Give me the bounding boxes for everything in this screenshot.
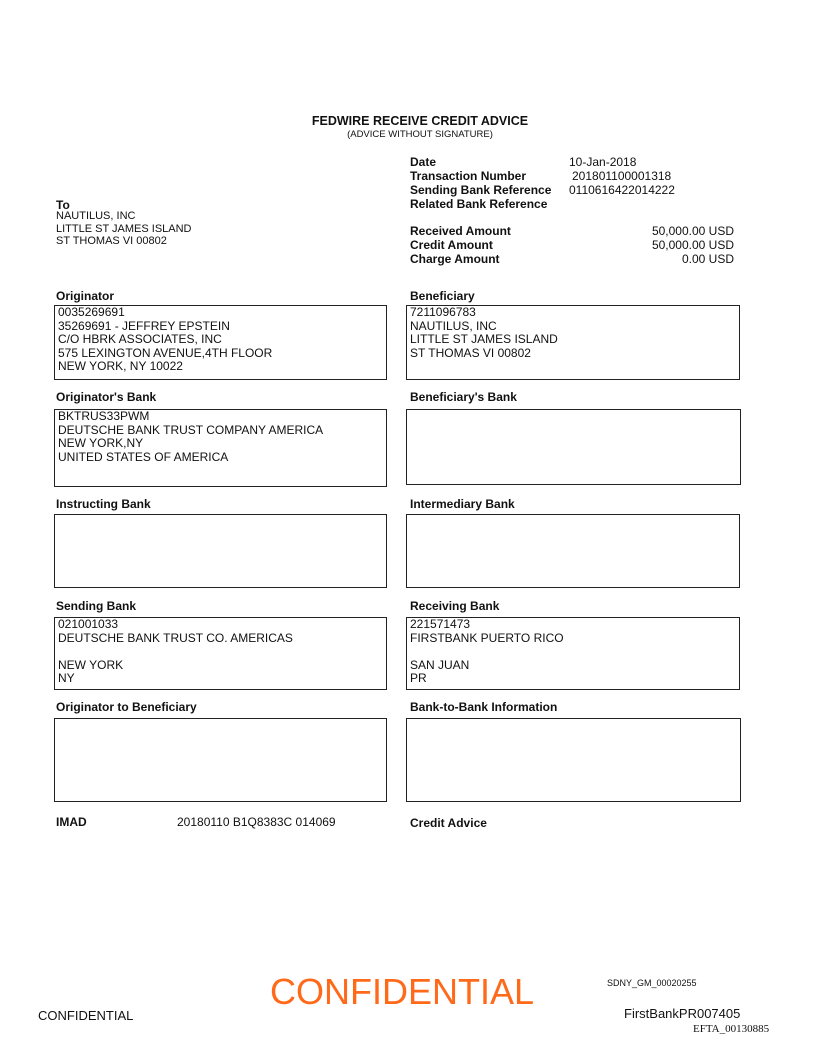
charge-amount-value: 0.00 USD [681,252,734,266]
instructing-bank-label: Instructing Bank [56,497,151,511]
transaction-number-label: Transaction Number [410,169,527,183]
confidential-stamp: CONFIDENTIAL [270,971,535,1012]
sending-bank-label: Sending Bank [56,599,137,613]
receiving-bank-line: PR [410,671,427,685]
firstbank-bates-number: FirstBankPR007405 [624,1006,741,1021]
originator-line: 0035269691 [58,305,125,319]
originator-box [54,305,387,380]
sending-bank-reference-value: 0110616422014222 [569,183,675,197]
receiving-bank-line: SAN JUAN [410,657,470,672]
bank-to-bank-info-box [406,718,741,802]
credit-amount-label: Credit Amount [410,238,493,252]
transaction-number-value: 201801100001318 [572,169,672,183]
originator-line: C/O HBRK ASSOCIATES, INC [58,332,222,346]
date-value: 10-Jan-2018 [569,155,637,169]
to-line: LITTLE ST JAMES ISLAND [56,222,192,235]
receiving-bank-line [410,645,736,659]
sending-bank-line: NY [58,671,75,685]
originator-line: 35269691 - JEFFREY EPSTEIN [58,318,230,333]
sending-bank-line [58,645,383,659]
related-bank-reference-label: Related Bank Reference [410,197,548,211]
beneficiary-label: Beneficiary [410,289,475,303]
to-label: To [56,198,70,212]
charge-amount-label: Charge Amount [410,252,500,266]
to-address [56,210,296,248]
credit-amount-value: 50,000.00 USD [651,238,734,252]
beneficiarys-bank-label: Beneficiary's Bank [410,390,517,404]
efta-number: EFTA_00130885 [693,1023,770,1035]
sending-bank-line: NEW YORK [58,657,124,672]
document-title: FEDWIRE RECEIVE CREDIT ADVICE [311,114,529,128]
originators-bank-line: DEUTSCHE BANK TRUST COMPANY AMERICA [58,422,324,437]
sdny-bates-number: SDNY_GM_00020255 [607,978,697,988]
originators-bank-line: BKTRUS33PWM [58,409,150,423]
intermediary-bank-box [406,514,740,588]
date-label: Date [410,155,437,169]
beneficiary-line: ST THOMAS VI 00802 [410,345,531,360]
to-line: NAUTILUS, INC [56,210,136,222]
originators-bank-label: Originator's Bank [56,390,157,404]
originator-to-beneficiary-box [54,718,387,802]
sending-bank-line: 021001033 [58,617,119,631]
receiving-bank-label: Receiving Bank [410,599,500,613]
bank-to-bank-info-label: Bank-to-Bank Information [410,700,558,714]
originator-line: 575 LEXINGTON AVENUE,4TH FLOOR [58,345,273,360]
sending-bank-reference-label: Sending Bank Reference [410,183,552,197]
to-line: ST THOMAS VI 00802 [56,235,167,247]
beneficiary-line: 7211096783 [410,305,476,319]
confidential-footer-text: CONFIDENTIAL [38,1008,134,1023]
originator-to-beneficiary-label: Originator to Beneficiary [56,700,197,714]
intermediary-bank-label: Intermediary Bank [410,497,515,511]
beneficiary-line: NAUTILUS, INC [410,318,497,333]
imad-label: IMAD [56,815,87,829]
beneficiary-box [406,305,740,380]
instructing-bank-box [54,514,387,588]
receiving-bank-line: 221571473 [410,617,471,631]
imad-value: 20180110 B1Q8383C 014069 [177,815,336,829]
originators-bank-line: UNITED STATES OF AMERICA [58,449,229,464]
originators-bank-box [54,409,387,487]
receiving-bank-box [406,617,740,690]
receiving-bank-line: FIRSTBANK PUERTO RICO [410,630,564,645]
transaction-values [569,155,769,197]
beneficiarys-bank-box [406,409,741,485]
amount-values [600,224,734,266]
received-amount-label: Received Amount [410,224,511,238]
amount-labels [410,224,511,266]
originators-bank-line: NEW YORK,NY [58,436,144,450]
originator-label: Originator [56,289,115,303]
document-subtitle: (ADVICE WITHOUT SIGNATURE) [347,129,493,140]
received-amount-value: 50,000.00 USD [651,224,734,238]
sending-bank-box [54,617,387,690]
credit-advice-label: Credit Advice [410,816,487,830]
sending-bank-line: DEUTSCHE BANK TRUST CO. AMERICAS [58,630,293,645]
beneficiary-line: LITTLE ST JAMES ISLAND [410,332,558,346]
originator-line: NEW YORK, NY 10022 [58,359,183,373]
